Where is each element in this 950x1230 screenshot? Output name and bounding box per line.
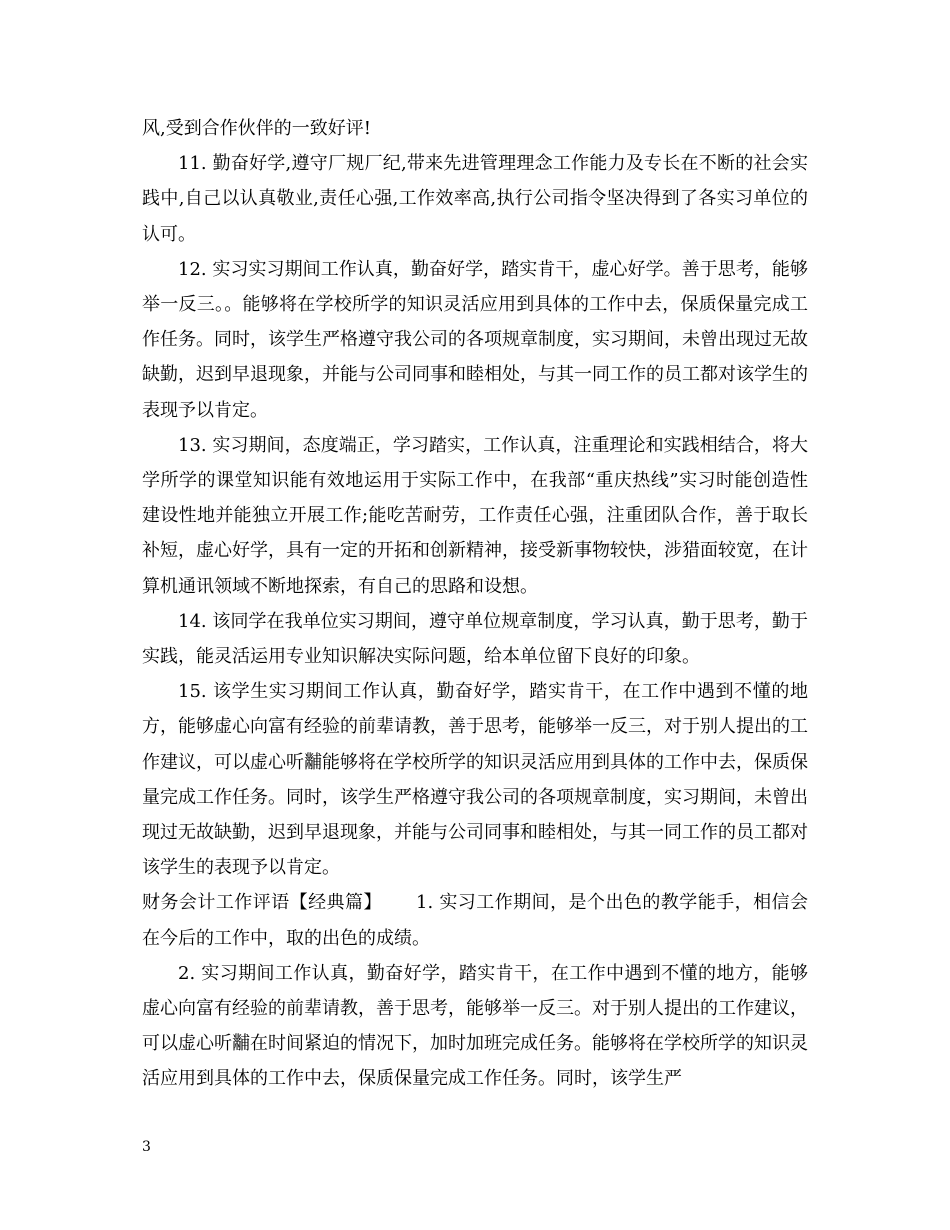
page-number: 3 — [142, 1139, 151, 1155]
paragraph-section-heading: 财务会计工作评语【经典篇】 1. 实习工作期间，是个出色的教学能手，相信会在今后的工作中，取的出色的成绩。 — [142, 892, 808, 949]
paragraph-continuation: 风,受到合作伙伴的一致好评! — [142, 118, 371, 139]
document-body — [142, 111, 808, 1097]
paragraph-item-14: 14. 该同学在我单位实习期间，遵守单位规章制度，学习认真，勤于思考，勤于实践，能灵活运用专业知识解决实际问题，给本单位留下良好的印象。 — [142, 610, 808, 668]
paragraph-item-15: 15. 该学生实习期间工作认真，勤奋好学，踏实肯干，在工作中遇到不懂的地方，能够虚心向富有经验的前辈请教，善于思考，能够举一反三，对于别人提出的工作建议，可以虚心听黼能够将在学校所学的知识灵活应用到具体的工作中去，保质保量完成工作任务。同时，该学生严格遵守我公司的各项规章制度，实习期间，未曾出现过无故缺勤，迟到早退现象，并能与公司同事和睦相处，与其一同工作的员工都对该学生的表现予以肯定。 — [142, 681, 808, 879]
paragraph-item-2: 2. 实习期间工作认真，勤奋好学，踏实肯干，在工作中遇到不懂的地方，能够虚心向富有经验的前辈请教，善于思考，能够举一反三。对于别人提出的工作建议，可以虚心听黼在时间紧迫的情况下，加时加班完成任务。能够将在学校所学的知识灵活应用到具体的工作中去，保质保量完成工作任务。同时，该学生严 — [142, 962, 808, 1090]
paragraph-item-12: 12. 实习实习期间工作认真，勤奋好学，踏实肯干，虚心好学。善于思考，能够举一反三。。能够将在学校所学的知识灵活应用到具体的工作中去，保质保量完成工作任务。同时，该学生严格遵守我公司的各项规章制度，实习期间，未曾出现过无故缺勤，迟到早退现象，并能与公司同事和睦相处，与其一同工作的员工都对该学生的表现予以肯定。 — [142, 258, 808, 421]
paragraph-item-11: 11. 勤奋好学,遵守厂规厂纪,带来先进管理理念工作能力及专长在不断的社会实践中,自己以认真敬业,责任心强,工作效率高,执行公司指令坚决得到了各实习单位的认可。 — [142, 153, 808, 245]
paragraph-item-13: 13. 实习期间，态度端正，学习踏实，工作认真，注重理论和实践相结合，将大学所学的课堂知识能有效地运用于实际工作中，在我部“重庆热线”实习时能创造性建设性地并能独立开展工作;能吃苦耐劳，工作责任心强，注重团队合作，善于取长补短，虚心好学，具有一定的开拓和创新精神，接受新事物较快，涉猎面较宽，在计算机通讯领域不断地探索，有自己的思路和设想。 — [142, 434, 808, 597]
